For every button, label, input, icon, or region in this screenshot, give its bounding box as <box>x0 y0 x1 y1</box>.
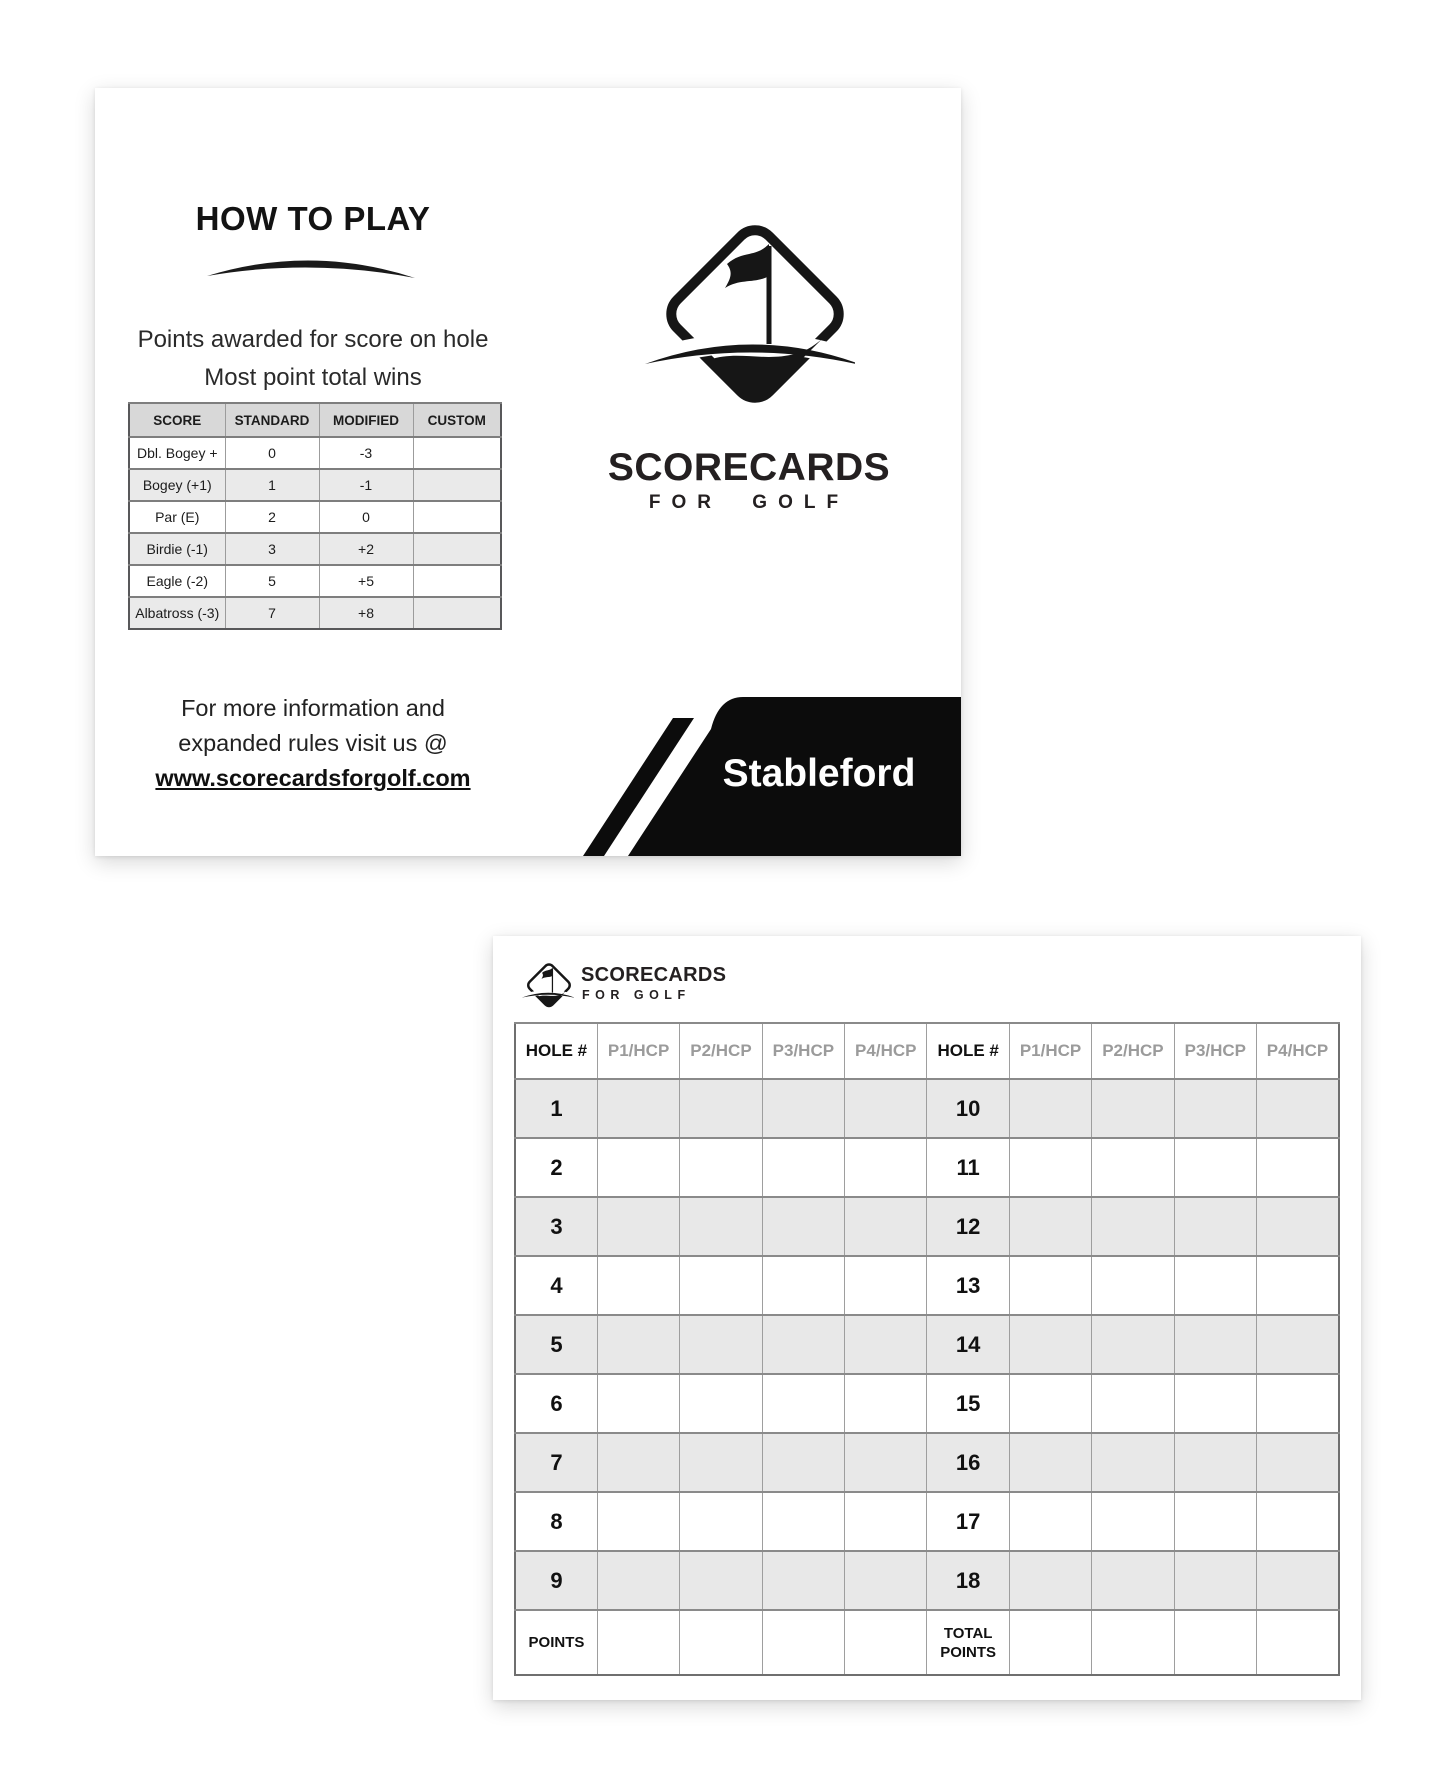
score-grid-header-cell: P2/HCP <box>680 1023 762 1079</box>
hole-number: 7 <box>515 1433 597 1492</box>
score-cell <box>1174 1197 1256 1256</box>
score-cell <box>1009 1315 1091 1374</box>
hole-number: 13 <box>927 1256 1009 1315</box>
points-value-cell: 3 <box>225 533 319 565</box>
score-grid-header-cell: P1/HCP <box>1009 1023 1091 1079</box>
points-table-row <box>129 501 501 533</box>
score-cell <box>597 1079 679 1138</box>
total-points-label: TOTAL POINTS <box>927 1610 1009 1675</box>
score-cell <box>1092 1197 1174 1256</box>
score-cell <box>597 1610 679 1675</box>
score-cell <box>1092 1374 1174 1433</box>
points-value-cell: Birdie (-1) <box>129 533 225 565</box>
scorecards-for-golf-logo-icon <box>635 212 855 422</box>
points-label: POINTS <box>515 1610 597 1675</box>
score-cell <box>597 1315 679 1374</box>
score-cell <box>845 1079 927 1138</box>
score-cell <box>1092 1551 1174 1610</box>
score-cell <box>597 1492 679 1551</box>
score-cell <box>1257 1197 1339 1256</box>
score-cell <box>1174 1610 1256 1675</box>
score-cell <box>1174 1433 1256 1492</box>
score-cell <box>680 1138 762 1197</box>
points-table <box>128 402 502 630</box>
points-table-header-row <box>129 403 501 437</box>
points-value-cell: 5 <box>225 565 319 597</box>
footer-line-2: expanded rules visit us @ <box>178 730 448 756</box>
score-cell <box>762 1138 844 1197</box>
hole-number: 6 <box>515 1374 597 1433</box>
score-cell <box>1009 1256 1091 1315</box>
score-grid-header-cell: HOLE # <box>515 1023 597 1079</box>
footer-line-1: For more information and <box>181 695 445 721</box>
score-cell <box>845 1256 927 1315</box>
score-cell <box>1174 1492 1256 1551</box>
score-cell <box>1092 1433 1174 1492</box>
score-cell <box>680 1610 762 1675</box>
points-value-cell: 1 <box>225 469 319 501</box>
points-value-cell: Albatross (-3) <box>129 597 225 629</box>
score-cell <box>597 1433 679 1492</box>
hole-number: 8 <box>515 1492 597 1551</box>
intro-text <box>113 321 513 397</box>
score-cell <box>845 1315 927 1374</box>
points-value-cell: Par (E) <box>129 501 225 533</box>
how-to-play-title: HOW TO PLAY <box>195 200 431 237</box>
points-value-cell: 7 <box>225 597 319 629</box>
score-cell <box>680 1433 762 1492</box>
points-value-cell: 2 <box>225 501 319 533</box>
score-cell <box>1092 1138 1174 1197</box>
hole-number: 16 <box>927 1433 1009 1492</box>
points-table-body <box>129 437 501 629</box>
score-cell <box>1009 1610 1091 1675</box>
hole-number: 11 <box>927 1138 1009 1197</box>
score-cell <box>1009 1138 1091 1197</box>
score-cell <box>762 1433 844 1492</box>
how-to-play-card <box>95 88 961 856</box>
intro-line-2: Most point total wins <box>204 364 422 391</box>
hole-number: 4 <box>515 1256 597 1315</box>
points-value-cell: 0 <box>319 501 413 533</box>
brand-name: SCORECARDS <box>581 964 727 986</box>
score-grid-header-cell: HOLE # <box>927 1023 1009 1079</box>
points-value-cell: +2 <box>319 533 413 565</box>
score-grid-row <box>515 1374 1339 1433</box>
score-cell <box>1257 1256 1339 1315</box>
score-cell <box>680 1079 762 1138</box>
points-table-header-cell: CUSTOM <box>413 403 501 437</box>
score-cell <box>1092 1315 1174 1374</box>
points-value-cell: Dbl. Bogey + <box>129 437 225 469</box>
points-value-cell: Eagle (-2) <box>129 565 225 597</box>
custom-value-cell <box>413 565 501 597</box>
score-grid-row <box>515 1079 1339 1138</box>
hole-number: 3 <box>515 1197 597 1256</box>
score-cell <box>762 1079 844 1138</box>
points-value-cell: +8 <box>319 597 413 629</box>
score-grid-row <box>515 1315 1339 1374</box>
hole-number: 10 <box>927 1079 1009 1138</box>
score-cell <box>1009 1492 1091 1551</box>
score-cell <box>1257 1079 1339 1138</box>
score-cell <box>1257 1610 1339 1675</box>
points-table-header-cell: STANDARD <box>225 403 319 437</box>
score-cell <box>597 1197 679 1256</box>
score-cell <box>680 1256 762 1315</box>
score-cell <box>845 1138 927 1197</box>
score-cell <box>597 1138 679 1197</box>
score-cell <box>1174 1551 1256 1610</box>
hole-number: 2 <box>515 1138 597 1197</box>
scorecards-for-golf-logo-icon <box>519 960 574 1012</box>
score-cell <box>597 1256 679 1315</box>
hole-number: 12 <box>927 1197 1009 1256</box>
points-table-row <box>129 437 501 469</box>
hole-number: 14 <box>927 1315 1009 1374</box>
hole-number: 18 <box>927 1551 1009 1610</box>
score-cell <box>1257 1138 1339 1197</box>
footer-text <box>113 691 513 796</box>
score-cell <box>762 1256 844 1315</box>
score-cell <box>845 1197 927 1256</box>
hole-number: 17 <box>927 1492 1009 1551</box>
score-cell <box>1174 1079 1256 1138</box>
custom-value-cell <box>413 437 501 469</box>
hole-number: 15 <box>927 1374 1009 1433</box>
brand-tagline: FOR GOLF <box>582 988 691 1002</box>
score-cell <box>1257 1374 1339 1433</box>
score-cell <box>1257 1551 1339 1610</box>
points-table-header-cell: MODIFIED <box>319 403 413 437</box>
score-cell <box>845 1610 927 1675</box>
score-cell <box>1174 1374 1256 1433</box>
score-cell <box>1092 1492 1174 1551</box>
score-cell <box>680 1374 762 1433</box>
score-cell <box>1009 1079 1091 1138</box>
score-cell <box>845 1433 927 1492</box>
score-cell <box>1257 1433 1339 1492</box>
score-cell <box>680 1492 762 1551</box>
swoosh-underline-icon <box>205 246 417 280</box>
points-value-cell: -1 <box>319 469 413 501</box>
score-cell <box>845 1374 927 1433</box>
brand-name: SCORECARDS <box>607 446 891 489</box>
points-value-cell: -3 <box>319 437 413 469</box>
score-cell <box>1009 1197 1091 1256</box>
score-grid-header-cell: P3/HCP <box>1174 1023 1256 1079</box>
score-cell <box>1174 1138 1256 1197</box>
score-cell <box>680 1315 762 1374</box>
score-grid-row <box>515 1551 1339 1610</box>
hole-number: 1 <box>515 1079 597 1138</box>
score-cell <box>1174 1256 1256 1315</box>
score-grid-row <box>515 1256 1339 1315</box>
game-type-label: Stableford <box>722 752 916 795</box>
custom-value-cell <box>413 469 501 501</box>
points-value-cell: Bogey (+1) <box>129 469 225 501</box>
custom-value-cell <box>413 501 501 533</box>
score-cell <box>845 1551 927 1610</box>
score-cell <box>845 1492 927 1551</box>
score-grid-header-cell: P1/HCP <box>597 1023 679 1079</box>
points-table-row <box>129 597 501 629</box>
points-value-cell: 0 <box>225 437 319 469</box>
score-grid-row <box>515 1492 1339 1551</box>
score-cell <box>1257 1492 1339 1551</box>
score-cell <box>762 1374 844 1433</box>
intro-line-1: Points awarded for score on hole <box>137 326 489 353</box>
score-cell <box>1092 1079 1174 1138</box>
points-value-cell: +5 <box>319 565 413 597</box>
score-cell <box>1257 1315 1339 1374</box>
points-row <box>515 1610 1339 1675</box>
brand-tagline: FOR GOLF <box>648 492 850 513</box>
score-grid <box>514 1022 1340 1676</box>
score-cell <box>1174 1315 1256 1374</box>
score-cell <box>762 1315 844 1374</box>
score-cell <box>680 1551 762 1610</box>
score-cell <box>597 1551 679 1610</box>
score-cell <box>680 1197 762 1256</box>
website-link[interactable]: www.scorecardsforgolf.com <box>155 765 471 791</box>
score-grid-row <box>515 1433 1339 1492</box>
score-grid-header-cell: P4/HCP <box>1257 1023 1339 1079</box>
hole-number: 9 <box>515 1551 597 1610</box>
score-cell <box>762 1492 844 1551</box>
points-table-row <box>129 533 501 565</box>
score-cell <box>1009 1374 1091 1433</box>
custom-value-cell <box>413 533 501 565</box>
points-table-row <box>129 469 501 501</box>
score-cell <box>1009 1551 1091 1610</box>
score-grid-body <box>515 1079 1339 1610</box>
score-cell <box>762 1551 844 1610</box>
scorecard-card <box>493 936 1361 1700</box>
custom-value-cell <box>413 597 501 629</box>
score-grid-header-cell: P3/HCP <box>762 1023 844 1079</box>
score-grid-header-row <box>515 1023 1339 1079</box>
score-cell <box>762 1610 844 1675</box>
points-table-row <box>129 565 501 597</box>
score-cell <box>762 1197 844 1256</box>
hole-number: 5 <box>515 1315 597 1374</box>
points-table-header-cell: SCORE <box>129 403 225 437</box>
score-cell <box>1092 1256 1174 1315</box>
score-cell <box>1092 1610 1174 1675</box>
score-grid-row <box>515 1138 1339 1197</box>
score-grid-header-cell: P2/HCP <box>1092 1023 1174 1079</box>
score-cell <box>597 1374 679 1433</box>
score-grid-header-cell: P4/HCP <box>845 1023 927 1079</box>
score-cell <box>1009 1433 1091 1492</box>
score-grid-row <box>515 1197 1339 1256</box>
